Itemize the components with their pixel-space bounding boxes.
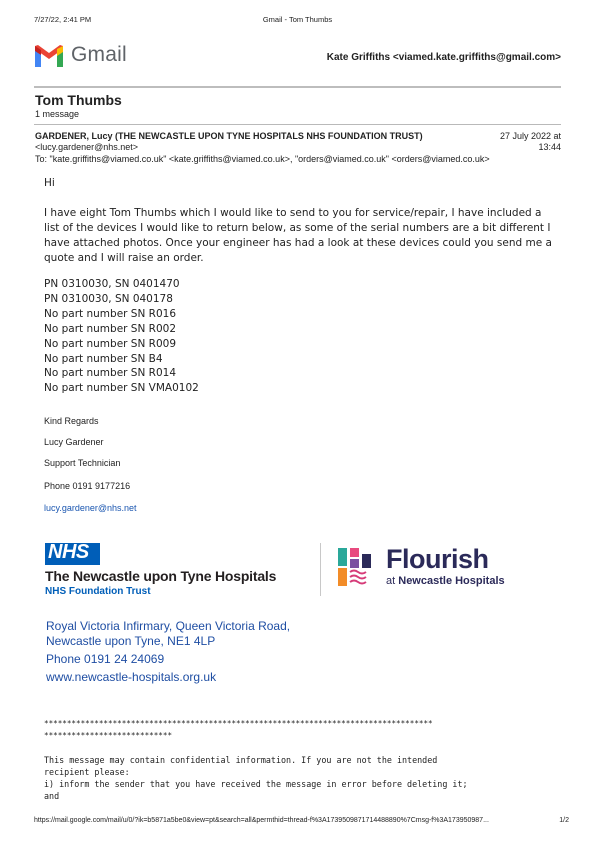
list-item: PN 0310030, SN 040178 — [44, 292, 173, 305]
disclaimer-line: recipient please: — [44, 767, 130, 777]
thread-subject: Tom Thumbs — [35, 92, 122, 108]
disclaimer-line: i) inform the sender that you have received the message in error before deleting it; — [44, 779, 468, 789]
nhs-trust-name: The Newcastle upon Tyne Hospitals — [45, 568, 277, 584]
website-link[interactable]: www.newcastle-hospitals.org.uk — [46, 670, 217, 684]
address-line-2: Newcastle upon Tyne, NE1 4LP — [46, 634, 216, 648]
list-item: No part number SN R009 — [44, 337, 176, 350]
print-datetime: 7/27/22, 2:41 PM — [34, 15, 92, 24]
account-label: Kate Griffiths <viamed.kate.griffiths@gmail.com> — [326, 52, 561, 63]
thread-divider — [34, 124, 561, 125]
list-item: PN 0310030, SN 0401470 — [44, 278, 180, 290]
header-divider — [34, 86, 561, 88]
gmail-wordmark: Gmail — [71, 43, 127, 66]
recipients-line: To: "kate.griffiths@viamed.co.uk" <kate.griffiths@viamed.co.uk>, "orders@viamed.co.uk" <orders@viamed.co.uk> — [35, 154, 490, 164]
disclaimer-separator: **************************** — [44, 731, 173, 740]
list-item: No part number SN R002 — [44, 322, 176, 335]
disclaimer-line: This message may contain confidential information. If you are not the intended — [44, 755, 438, 765]
signature-email-link[interactable]: lucy.gardener@nhs.net — [44, 503, 137, 513]
list-item: No part number SN B4 — [44, 352, 163, 365]
disclaimer-line: and — [44, 791, 60, 801]
sender-name: GARDENER, Lucy (THE NEWCASTLE UPON TYNE HOSPITALS NHS FOUNDATION TRUST) — [35, 131, 423, 141]
sender-email: <lucy.gardener@nhs.net> — [35, 142, 139, 152]
logo-divider — [320, 543, 321, 596]
page-number: 1/2 — [559, 817, 569, 824]
footer-url: https://mail.google.com/mail/u/0/?ik=b5871a5be0&view=pt&search=all&permthid=thread-f%3A1739509871714488890%7Cmsg-f%3A173950987... — [34, 817, 489, 824]
message-date: 27 July 2022 at — [499, 131, 561, 141]
flourish-logo-icon — [336, 546, 376, 588]
list-item: No part number SN VMA0102 — [44, 382, 199, 395]
list-item: No part number SN R016 — [44, 307, 176, 320]
disclaimer-separator: ************************************************************************************* — [44, 719, 433, 728]
greeting: Hi — [44, 177, 55, 189]
parts-list — [44, 277, 199, 396]
signature-regards: Kind Regards — [44, 416, 99, 426]
signature-name: Lucy Gardener — [44, 437, 104, 447]
signature-role: Support Technician — [44, 458, 121, 468]
flourish-wordmark: Flourish — [386, 544, 489, 574]
flourish-subtitle: at Newcastle Hospitals — [386, 575, 505, 587]
list-item: No part number SN R014 — [44, 367, 176, 380]
address-phone: Phone 0191 24 24069 — [46, 652, 165, 666]
gmail-logo-icon — [34, 44, 64, 68]
signature-phone: Phone 0191 9177216 — [44, 481, 131, 491]
message-count: 1 message — [35, 109, 80, 119]
body-paragraph: I have eight Tom Thumbs which I would like to send to you for service/repair, I have included a list of the devices I would like to return below, as some of the serial numbers are a bit different I have attached photos. Once your engineer has had a look at these devices could you send me a quote and I will raise an order. — [44, 207, 552, 264]
print-title: Gmail - Tom Thumbs — [262, 15, 333, 24]
nhs-logo-text: NHS — [48, 541, 89, 563]
message-time: 13:44 — [538, 142, 561, 152]
address-line-1: Royal Victoria Infirmary, Queen Victoria Road, — [46, 619, 291, 633]
nhs-trust-subtitle: NHS Foundation Trust — [45, 586, 151, 597]
